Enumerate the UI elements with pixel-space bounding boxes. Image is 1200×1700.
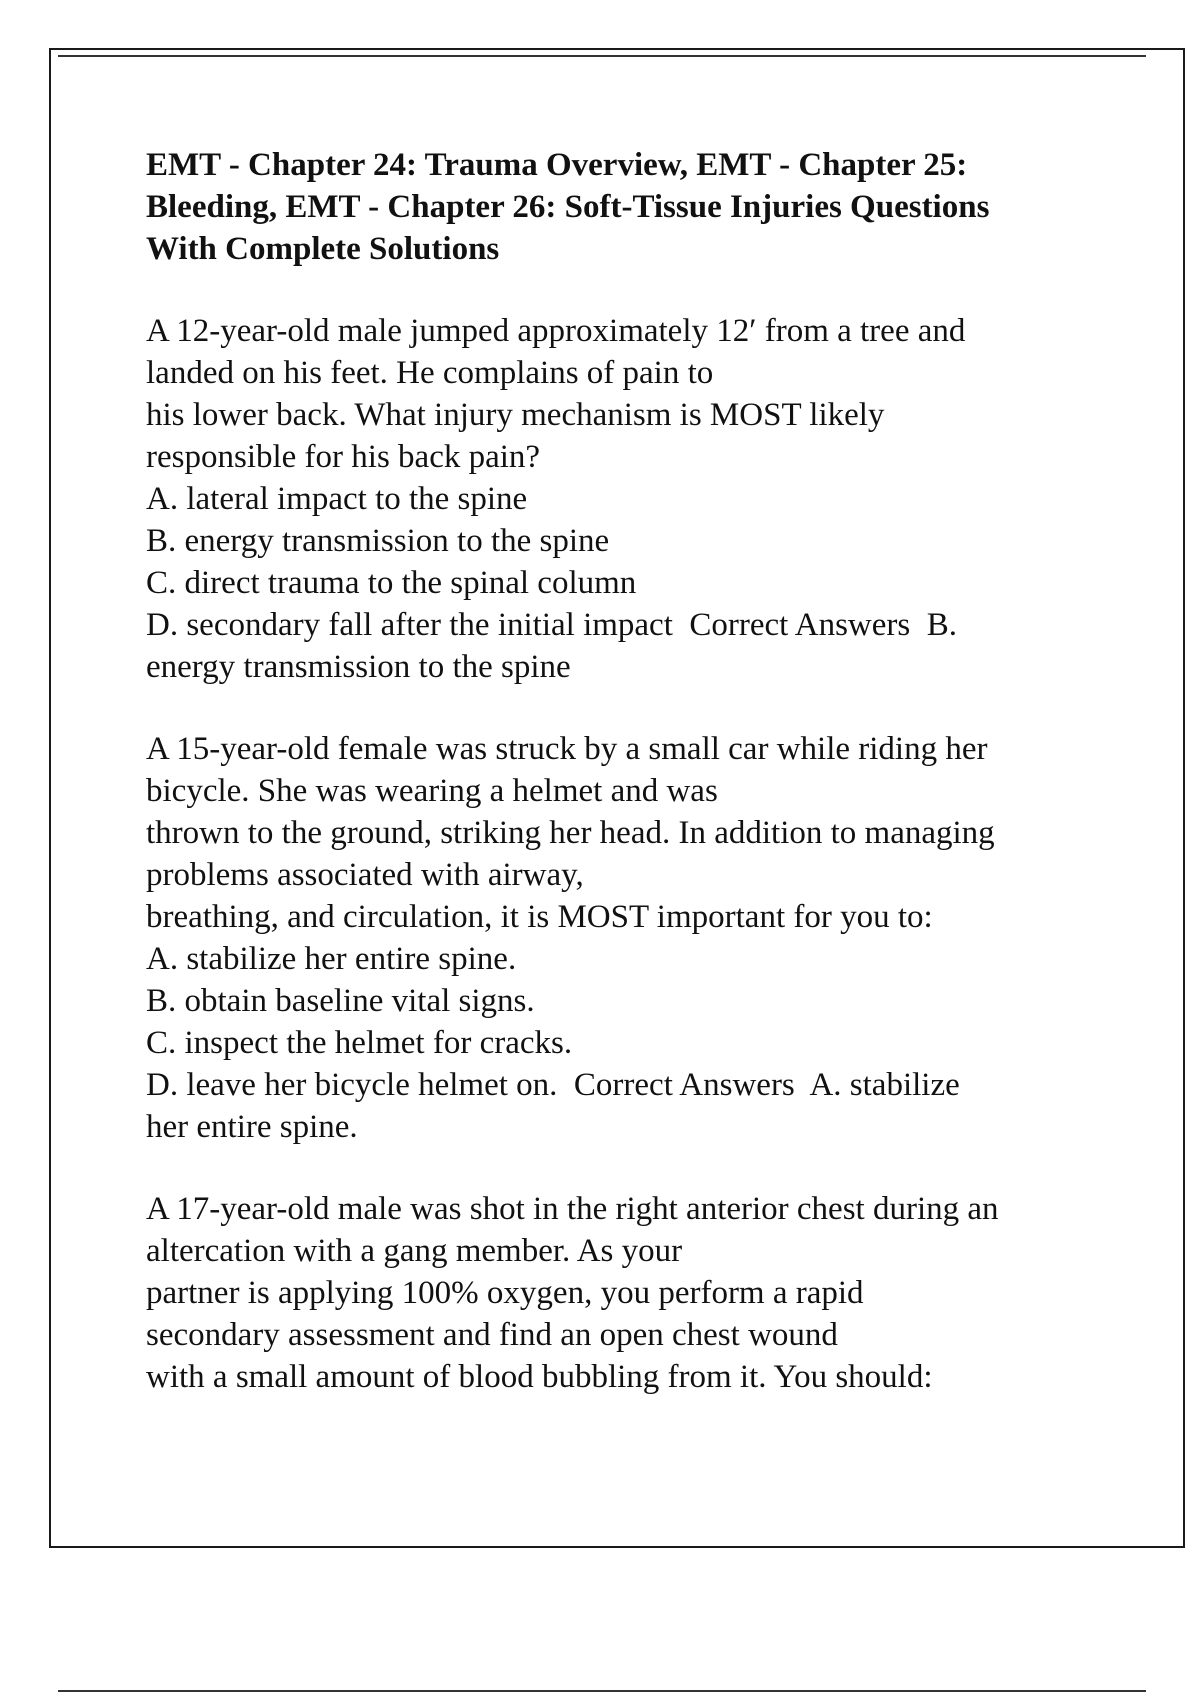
question-text-line: partner is applying 100% oxygen, you perform a rapid (146, 1275, 864, 1311)
question-text-line: A 15-year-old female was struck by a small car while riding her (146, 731, 988, 767)
title-line: With Complete Solutions (146, 231, 500, 267)
question-text-line: problems associated with airway, (146, 857, 584, 893)
answer-option-d: D. secondary fall after the initial impact Correct Answers B. (146, 607, 957, 643)
bottom-rule (58, 1690, 1146, 1692)
question-text-line: bicycle. She was wearing a helmet and was (146, 773, 718, 809)
question-text-line: landed on his feet. He complains of pain to (146, 355, 714, 391)
title-line: Bleeding, EMT - Chapter 26: Soft-Tissue Injuries Questions (146, 189, 990, 225)
answer-option-b: B. energy transmission to the spine (146, 523, 610, 559)
correct-answer-text: her entire spine. (146, 1109, 358, 1145)
question-text-line: A 12-year-old male jumped approximately 12′ from a tree and (146, 313, 966, 349)
answer-option-a: A. lateral impact to the spine (146, 481, 528, 517)
question-text-line: A 17-year-old male was shot in the right anterior chest during an (146, 1191, 999, 1227)
question-block-3 (146, 1188, 1106, 1398)
question-text-line: his lower back. What injury mechanism is MOST likely (146, 397, 885, 433)
document-title (146, 144, 1106, 270)
answer-option-a: A. stabilize her entire spine. (146, 941, 517, 977)
question-text-line: altercation with a gang member. As your (146, 1233, 683, 1269)
question-block-1 (146, 310, 1106, 688)
title-line: EMT - Chapter 24: Trauma Overview, EMT - Chapter 25: (146, 147, 968, 183)
question-text-line: responsible for his back pain? (146, 439, 541, 475)
question-block-2 (146, 728, 1106, 1148)
question-text-line: with a small amount of blood bubbling from it. You should: (146, 1359, 933, 1395)
question-text-line: breathing, and circulation, it is MOST important for you to: (146, 899, 933, 935)
document-content (146, 144, 1106, 1438)
answer-option-c: C. inspect the helmet for cracks. (146, 1025, 573, 1061)
question-text-line: thrown to the ground, striking her head. In addition to managing (146, 815, 995, 851)
correct-answer-text: energy transmission to the spine (146, 649, 571, 685)
answer-option-c: C. direct trauma to the spinal column (146, 565, 637, 601)
answer-option-d: D. leave her bicycle helmet on. Correct Answers A. stabilize (146, 1067, 960, 1103)
answer-option-b: B. obtain baseline vital signs. (146, 983, 535, 1019)
question-text-line: secondary assessment and find an open chest wound (146, 1317, 838, 1353)
